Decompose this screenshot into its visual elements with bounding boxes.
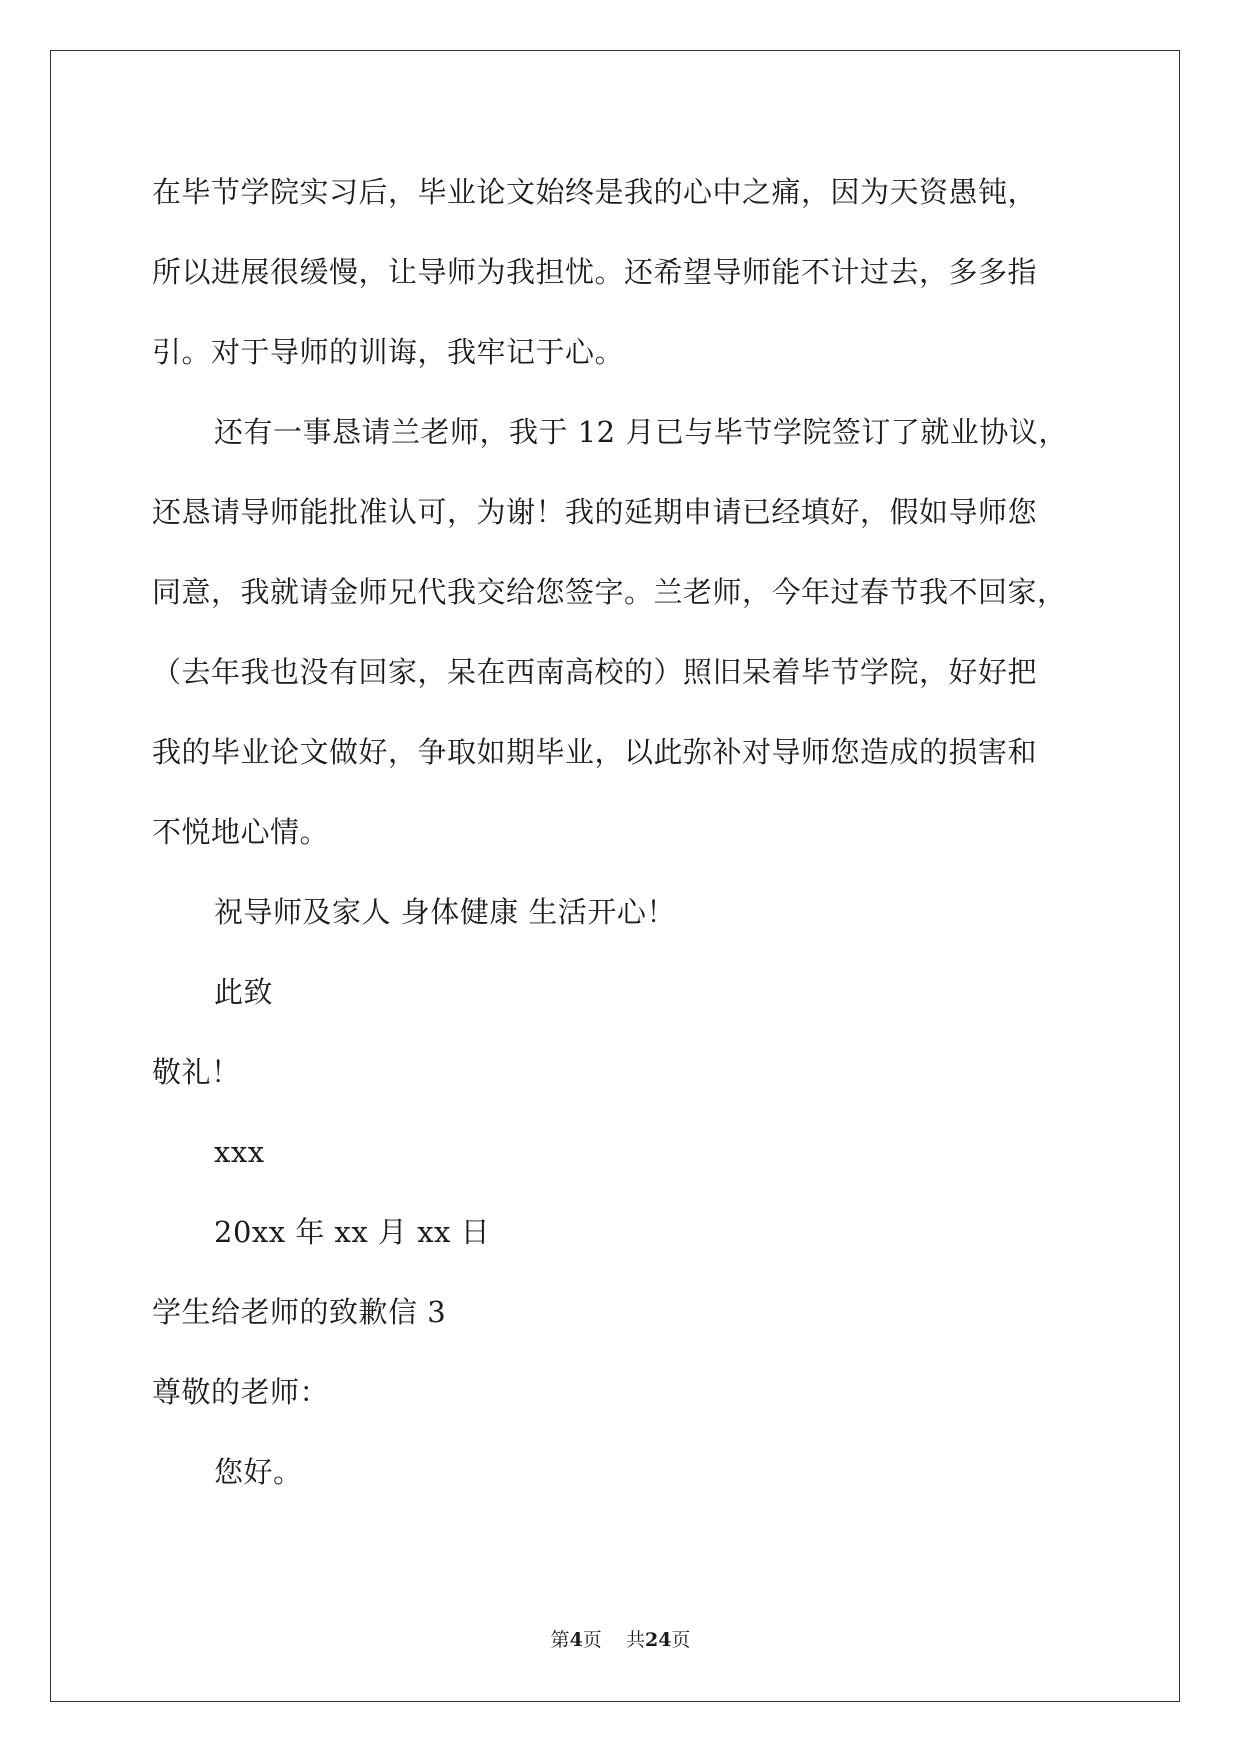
closing-respect: 敬礼！ xyxy=(152,1055,241,1089)
body-line-6: 同意，我就请金师兄代我交给您签字。兰老师，今年过春节我不回家， xyxy=(152,575,1067,609)
signature-name: xxx xyxy=(214,1135,265,1169)
footer-current-page: 4 xyxy=(569,1629,583,1651)
footer-prefix: 第 xyxy=(550,1629,570,1651)
signature-date: 20xx 年 xx 月 xx 日 xyxy=(214,1215,491,1249)
wishes-line: 祝导师及家人 身体健康 生活开心！ xyxy=(214,895,676,929)
body-line-8: 我的毕业论文做好，争取如期毕业，以此弥补对导师您造成的损害和 xyxy=(152,735,1038,769)
body-line-7: （去年我也没有回家，呆在西南高校的）照旧呆着毕节学院，好好把 xyxy=(152,655,1038,689)
body-line-2: 所以进展很缓慢，让导师为我担忧。还希望导师能不计过去，多多指 xyxy=(152,255,1038,289)
footer-middle: 页 共 xyxy=(582,1629,645,1651)
body-line-9: 不悦地心情。 xyxy=(152,815,330,849)
footer-total-pages: 24 xyxy=(644,1629,672,1651)
footer-suffix: 页 xyxy=(671,1629,691,1651)
letter-hello: 您好。 xyxy=(214,1455,303,1489)
body-line-4: 还有一事恳请兰老师，我于 12 月已与毕节学院签订了就业协议， xyxy=(214,415,1068,449)
letter-greeting: 尊敬的老师： xyxy=(152,1375,330,1409)
body-line-5: 还恳请导师能批准认可，为谢！我的延期申请已经填好，假如导师您 xyxy=(152,495,1038,529)
section-title: 学生给老师的致歉信 3 xyxy=(152,1295,447,1329)
body-line-3: 引。对于导师的训诲，我牢记于心。 xyxy=(152,335,625,369)
closing-salutation: 此致 xyxy=(214,975,274,1009)
body-line-1: 在毕节学院实习后，毕业论文始终是我的心中之痛，因为天资愚钝， xyxy=(152,175,1038,209)
page-footer xyxy=(0,1628,1241,1652)
